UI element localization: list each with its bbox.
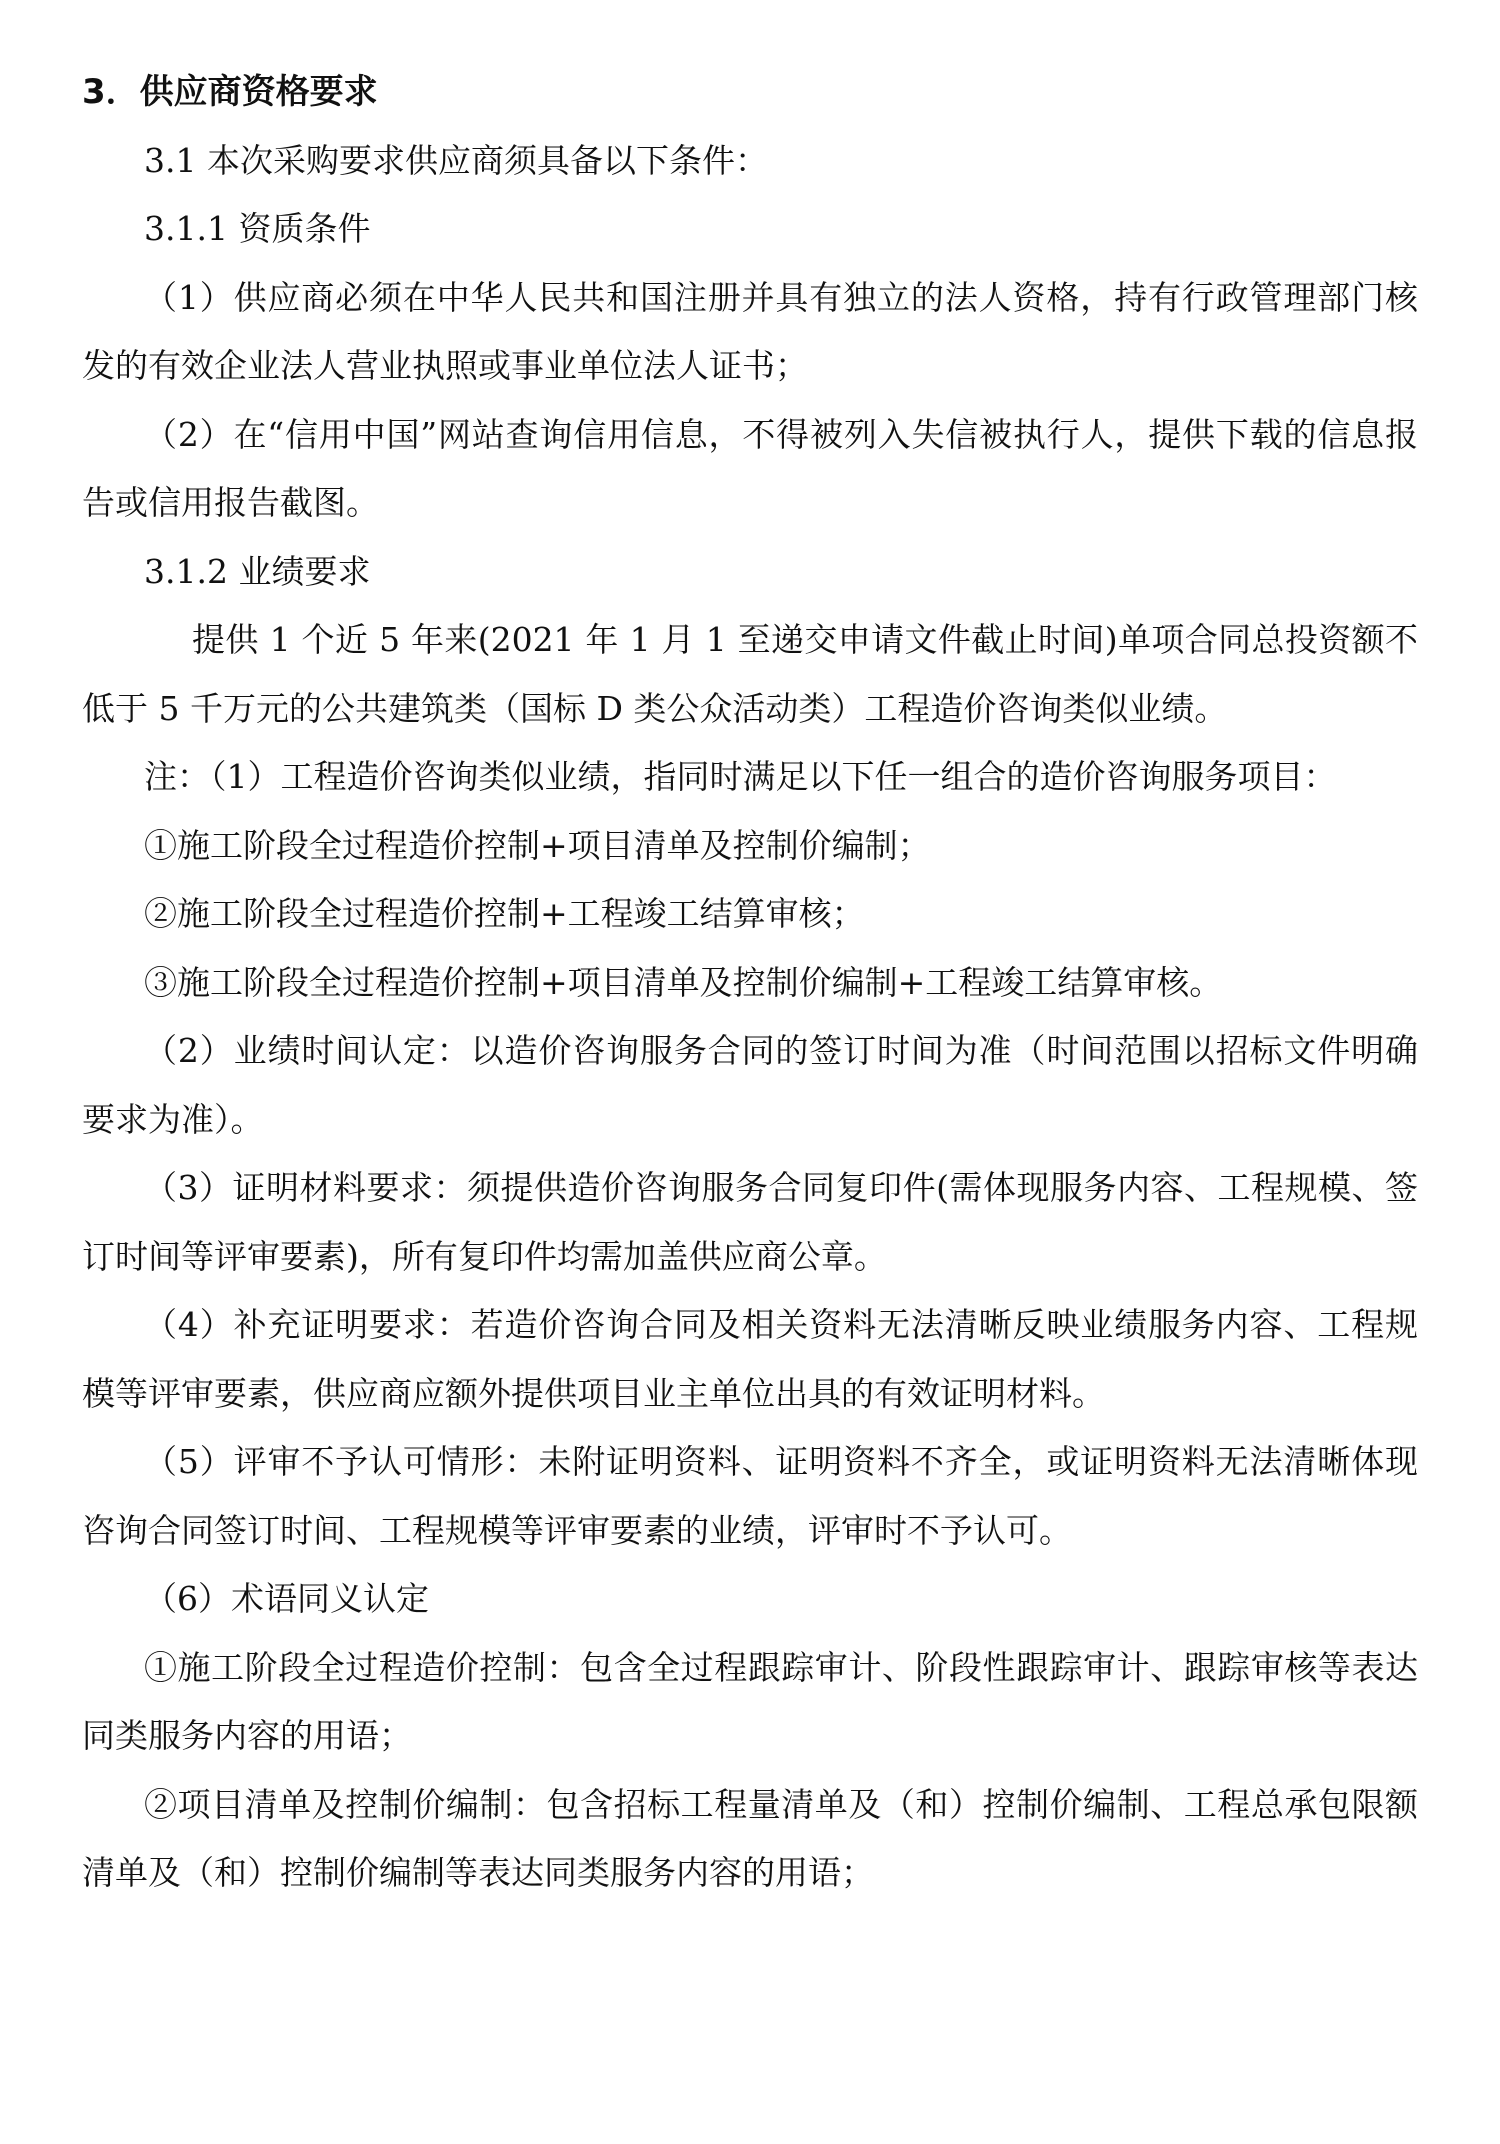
clause-3-1-2-title: 3.1.2 业绩要求 bbox=[144, 551, 371, 591]
document-page bbox=[82, 58, 1418, 1908]
note-1: 注：（1）工程造价咨询类似业绩，指同时满足以下任一组合的造价咨询服务项目： bbox=[144, 757, 1337, 796]
combo-2: ②施工阶段全过程造价控制+工程竣工结算审核； bbox=[144, 894, 865, 933]
performance-requirement: 提供 1 个近 5 年来(2021 年 1 月 1 至递交申请文件截止时间)单项合同总投资额不低于 5 千万元的公共建筑类（国标 D 类公众活动类）工程造价咨询类似业绩。 bbox=[82, 620, 1418, 728]
note-2: （2）业绩时间认定：以造价咨询服务合同的签订时间为准（时间范围以招标文件明确要求为准）。 bbox=[82, 1031, 1418, 1139]
note-5: （5）评审不予认可情形：未附证明资料、证明资料不齐全，或证明资料无法清晰体现咨询合同签订时间、工程规模等评审要素的业绩，评审时不予认可。 bbox=[82, 1442, 1418, 1550]
clause-3-1-1-title: 3.1.1 资质条件 bbox=[144, 209, 371, 248]
combo-3: ③施工阶段全过程造价控制+项目清单及控制价编制+工程竣工结算审核。 bbox=[144, 962, 1223, 1002]
clause-3-1: 3.1 本次采购要求供应商须具备以下条件： bbox=[144, 140, 768, 180]
qualification-item-1: （1）供应商必须在中华人民共和国注册并具有独立的法人资格，持有行政管理部门核发的有效企业法人营业执照或事业单位法人证书； bbox=[82, 277, 1418, 385]
term-2: ②项目清单及控制价编制：包含招标工程量清单及（和）控制价编制、工程总承包限额清单及（和）控制价编制等表达同类服务内容的用语； bbox=[82, 1784, 1418, 1892]
note-3: （3）证明材料要求：须提供造价咨询服务合同复印件(需体现服务内容、工程规模、签订时间等评审要素)，所有复印件均需加盖供应商公章。 bbox=[82, 1168, 1418, 1276]
qualification-item-2: （2）在“信用中国”网站查询信用信息，不得被列入失信被执行人，提供下载的信息报告或信用报告截图。 bbox=[82, 414, 1418, 522]
note-4: （4）补充证明要求：若造价咨询合同及相关资料无法清晰反映业绩服务内容、工程规模等评审要素，供应商应额外提供项目业主单位出具的有效证明材料。 bbox=[82, 1305, 1418, 1413]
combo-1: ①施工阶段全过程造价控制+项目清单及控制价编制； bbox=[144, 825, 931, 865]
term-1: ①施工阶段全过程造价控制：包含全过程跟踪审计、阶段性跟踪审计、跟踪审核等表达同类服务内容的用语； bbox=[82, 1647, 1418, 1755]
section-heading: 3．供应商资格要求 bbox=[82, 72, 378, 112]
note-6: （6）术语同义认定 bbox=[144, 1579, 429, 1618]
